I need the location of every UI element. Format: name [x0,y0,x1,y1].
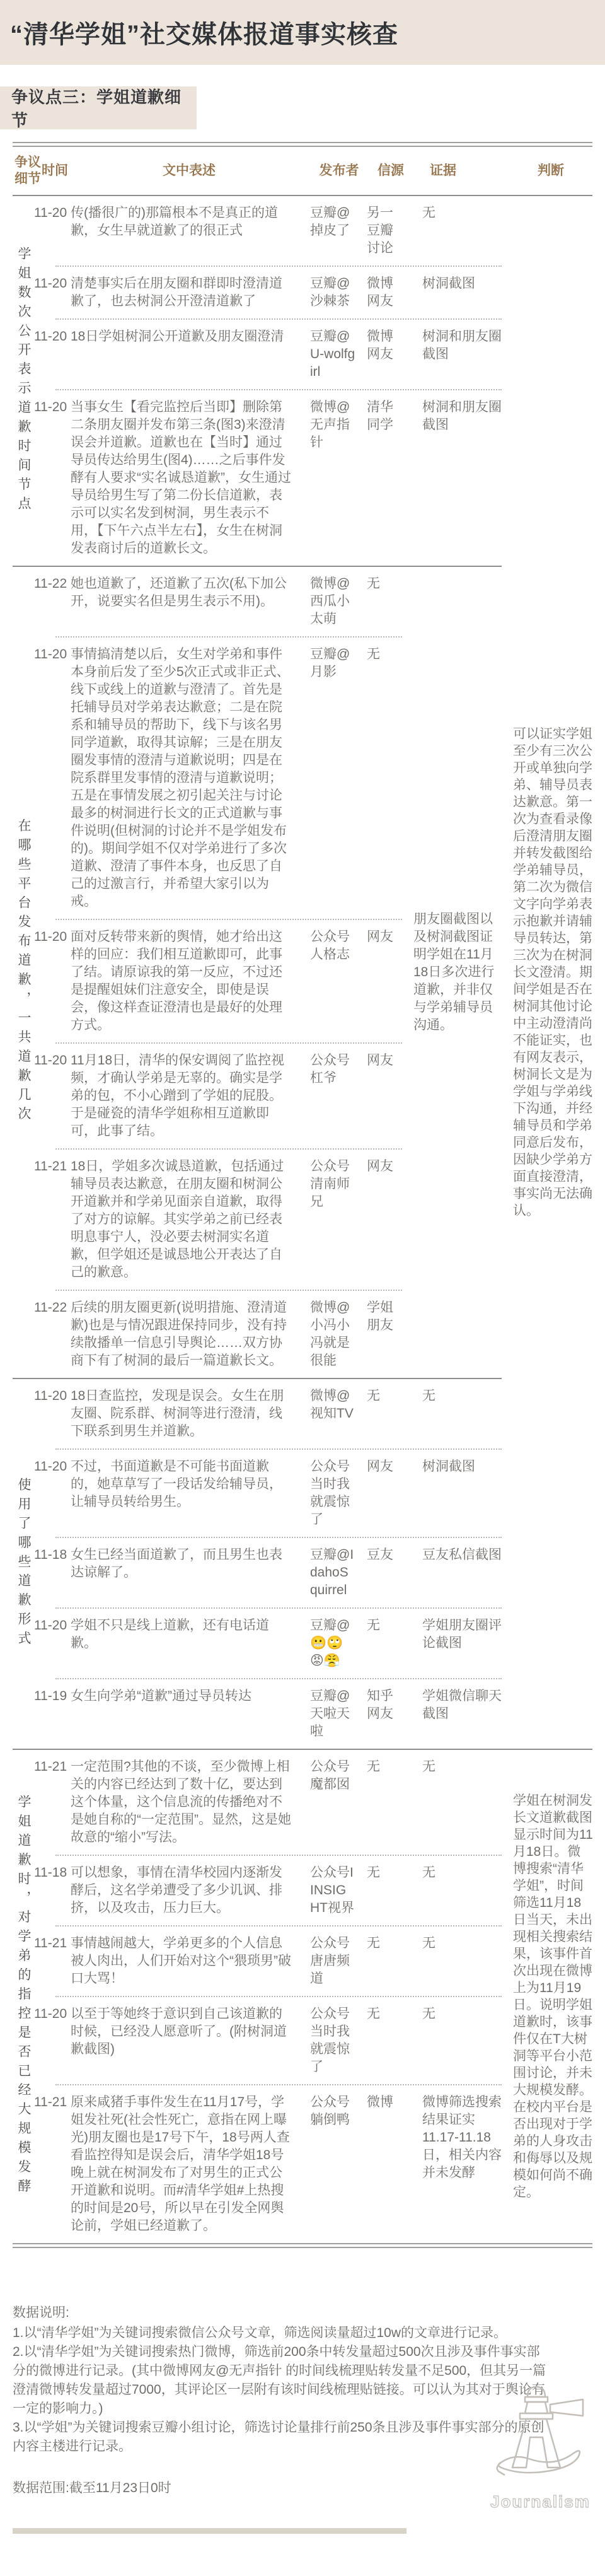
row-publisher: 公众号人格志 [310,930,350,962]
page-banner [0,0,605,65]
row-source: 无 [367,2007,380,2021]
group-label-cell [13,1379,34,1749]
row-statement: 原来咸猪手事件发生在11月17号，学姐发社死(社会性死亡，意指在网上曝光)朋友圈也是17号下午，18号两人查看监控得知是误会后，清华学姐18号晚上就在树洞发布了对男生的正式公开道歉和说明。而#清华学姐#上热搜的时间是20号，所以早在引发全网舆论前，学姐已经道歉了。 [71,2095,290,2233]
row-time: 11-20 [34,2007,67,2021]
group-label: 使用了哪些道歉形式 [16,1477,31,1651]
row-time: 11-18 [34,1865,67,1880]
group-label-cell [13,567,34,1378]
row-source: 微博网友 [367,329,393,361]
row-source: 微博 [367,2095,393,2109]
row-source: 无 [367,1618,380,1633]
row-statement: 学姐不只是线上道歉，还有电话道歉。 [71,1618,269,1650]
row-evidence [402,646,502,911]
table-row [34,1450,592,1537]
table-body [13,196,592,2243]
group-evidence: 朋友圈截图以及树洞截图证明学姐在11月18日多次进行道歉，并非仅与学弟辅导员沟通。 [413,912,495,1032]
row-source: 网友 [367,1459,393,1474]
row-evidence: 学姐微信聊天截图 [422,1689,502,1721]
lighthouse-icon [488,2379,592,2486]
row-time: 11-20 [34,647,67,661]
row-statement: 事情越闹越大，学弟更多的个人信息被人肉出，人们开始对这个“猥琐男”破口大骂！ [71,1936,291,1986]
row-statement: 女生已经当面道歉了，而且男生也表达谅解了。 [71,1547,282,1580]
row-time: 11-22 [34,576,67,591]
row-statement: 18日查监控，发现是误会。女生在朋友圈、院系群、树洞等进行澄清，线下联系到男生并道歉。 [71,1389,284,1438]
row-statement: 后续的朋友圈更新(说明措施、澄清道歉)也是与情况跟进保持同步，没有持续散播单一信息引导舆论……双方协商下有了树洞的最后一篇道歉长文。 [71,1300,287,1368]
row-evidence: 学姐朋友圈评论截图 [422,1618,502,1650]
row-publisher: 豆瓣@掉皮了 [310,206,350,238]
row-publisher: 公众号清南师兄 [310,1159,350,1209]
row-statement: 可以想象，事情在清华校园内逐渐发酵后，这名学弟遭受了多少讥讽、排挤，以及攻击，压力巨大。 [71,1865,282,1915]
row-time: 11-20 [34,1053,67,1068]
row-evidence: 无 [422,1759,435,1774]
header-judgment: 判断 [538,163,564,178]
table-row [34,320,592,389]
section-subtitle [0,86,197,129]
row-evidence: 无 [422,1936,435,1950]
row-publisher: 微博@小冯小冯就是很能 [310,1300,350,1368]
row-evidence [402,1158,502,1281]
row-time: 11-21 [34,1936,67,1950]
table-row [34,1997,592,2084]
row-source: 无 [367,647,380,661]
row-time: 11-20 [34,1459,67,1474]
table-top-rule [13,142,592,147]
table-row [34,1538,592,1607]
group-rows [34,1379,592,1749]
row-publisher: 豆瓣@天啦天啦 [310,1689,350,1739]
table-row [34,267,592,318]
table-row [34,1750,592,1855]
row-publisher: 公众号躺倒鸭 [310,2095,350,2127]
footer-bar [13,2528,406,2534]
table-row [34,1291,592,1378]
data-range: 数据范围:截至11月23日0时 [13,2481,171,2495]
row-publisher: 公众号杠爷 [310,1053,350,1085]
row-publisher: 公众号当时我就震惊了 [310,2007,350,2074]
page-title: “清华学姐”社交媒体报道事实核查 [10,21,398,49]
row-publisher: 豆瓣@月影 [310,647,350,679]
group-label: 在哪些平台发布道歉，一共道歉几次 [16,819,31,1126]
note-item: 2.以“清华学姐”为关键词搜索热门微博，筛选前200条中转发量超过500次且涉及事件事实部分的微博进行记录。(其中微博网友@无声指针 的时间线梳理贴转发量不足500，但其另一篇澄清微博转发量超过7000，其评论区一层附有该时间线梳理贴链接。可以认为其对于舆论有一定的影响力。) [13,2345,546,2416]
row-time: 11-20 [34,400,67,414]
row-source: 无 [367,1936,380,1950]
row-publisher: 豆瓣@😬🙄😡😤 [310,1618,350,1668]
row-source: 网友 [367,930,393,944]
group-label-cell [13,196,34,566]
table-group [13,1379,592,1749]
table-row [34,2085,592,2243]
row-source: 知乎网友 [367,1689,393,1721]
table-row [34,1379,592,1448]
row-statement: 传(播很广的)那篇根本不是真正的道歉，女生早就道歉了的很正式 [71,206,278,238]
table-row [34,1856,592,1925]
row-source: 另一豆瓣讨论 [367,206,393,255]
table-header [13,147,592,195]
table-bottom-rule [13,2243,592,2248]
row-statement: 不过，书面道歉是不可能书面道歉的，她草草写了一段话发给辅导员，让辅导员转给男生。 [71,1459,282,1509]
group-judgment: 可以证实学姐至少有三次公开或单独向学弟、辅导员表达歉意。第一次为查看录像后澄清朋友圈并转发截图给学弟辅导员，第二次为微信文字向学弟表示抱歉并请辅导员转达，第三次为在树洞长文澄清。期间学姐是否在树洞其他讨论中主动澄清尚不能证实，也有网友表示，树洞长文是为学姐与学弟线下沟通，并经辅导员和学弟同意后发布，因缺少学弟方面直接澄清，事实尚无法确认。 [513,726,592,1218]
data-notes [13,2304,592,2534]
table-row [34,1679,592,1749]
row-evidence [402,575,502,628]
row-source: 无 [367,576,380,591]
table-row [34,196,592,265]
row-publisher: 豆瓣@U-wolfgirl [310,329,355,379]
table-row [34,1044,592,1148]
row-evidence: 无 [422,2007,435,2021]
row-time: 11-20 [34,1618,67,1633]
section-subtitle-label: 争议点三：学姐道歉细节 [11,88,182,130]
table-row [34,567,592,636]
row-publisher: 豆瓣@沙棘茶 [310,276,350,308]
row-time: 11-21 [34,2095,67,2109]
row-publisher: 微博@西瓜小太萌 [310,576,350,626]
row-time: 11-20 [34,329,67,344]
row-time: 11-18 [34,1547,67,1562]
journalism-wordmark: Journalism [490,2492,591,2511]
row-time: 11-19 [34,1689,67,1703]
row-source: 无 [367,1865,380,1880]
row-time: 11-20 [34,1389,67,1403]
note-item: 1.以“清华学姐”为关键词搜索微信公众号文章，筛选阅读量超过10w的文章进行记录。 [13,2326,507,2340]
row-time: 11-21 [34,1759,67,1774]
row-publisher: 微博@无声指针 [310,400,350,450]
row-statement: 一定范围?其他的不谈，至少微博上相关的内容已经达到了数十亿，要达到这个体量，这个信息流的传播绝对不是她自称的“一定范围”。显然，这是她故意的“缩小”写法。 [71,1759,291,1845]
row-publisher: 公众号IINSIGHT视界 [310,1865,354,1915]
group-rows [34,196,592,566]
table-row [34,638,592,919]
notes-title: 数据说明: [13,2305,69,2320]
header-evidence: 证据 [430,163,456,178]
group-judgment: 学姐在树洞发长文道歉截图显示时间为11月18日。微博搜索“清华学姐”，时间筛选11月18日当天，未出现相关搜索结果，该事件首次出现在微博上为11月19日。说明学姐道歉时，该事件仅在T大树洞等平台小范围讨论，并未大规模发酵。在校内平台是否出现对于学弟的人身攻击和侮辱以及规模如何尚不确定。 [513,1793,593,2200]
table-row [34,1150,592,1290]
row-evidence [402,1299,502,1370]
row-publisher: 豆瓣@IdahoSquirrel [310,1547,354,1597]
row-source: 网友 [367,1159,393,1174]
row-publisher: 公众号唐唐频道 [310,1936,350,1986]
row-statement: 18日学姐树洞公开道歉及朋友圈澄清 [71,329,284,344]
row-time: 11-21 [34,1159,67,1174]
table-group [13,567,592,1378]
row-evidence: 豆友私信截图 [422,1547,502,1562]
row-source: 清华同学 [367,400,393,432]
header-source: 信源 [377,163,404,178]
row-publisher: 公众号当时我就震惊了 [310,1459,350,1527]
table-row [34,920,592,1042]
group-label-cell [13,1750,34,2243]
row-evidence: 无 [422,1865,435,1880]
row-publisher: 公众号魔都囡 [310,1759,350,1792]
table-group [13,196,592,566]
row-evidence: 无 [422,1389,435,1403]
row-time: 11-22 [34,1300,67,1315]
row-evidence: 树洞截图 [422,276,475,291]
row-statement: 11月18日，清华的保安调阅了监控视频，才确认学弟是无辜的。确实是学弟的包，不小心蹭到了学姐的屁股。于是碰瓷的清华学姐称相互道歉即可，此事了结。 [71,1053,285,1138]
row-evidence [402,1052,502,1140]
table-row [34,1926,592,1996]
row-evidence: 树洞和朋友圈截图 [422,400,502,432]
row-statement: 清楚事实后在朋友圈和群即时澄清道歉了，也去树洞公开澄清道歉了 [71,276,282,308]
group-rows [34,1750,592,2243]
row-time: 11-20 [34,206,67,220]
header-time: 时间 [42,163,68,178]
group-label: 学姐数次公开表示道歉时间节点 [16,246,31,516]
row-source: 网友 [367,1053,393,1068]
row-evidence: 树洞截图 [422,1459,475,1474]
table-row [34,390,592,566]
header-detail: 争议细节 [14,155,41,186]
table-row [34,1609,592,1678]
row-publisher: 微博@视知TV [310,1389,354,1421]
row-time: 11-20 [34,930,67,944]
row-source: 学姐朋友 [367,1300,393,1332]
row-statement: 18日，学姐多次诚恳道歉，包括通过辅导员表达歉意，在朋友圈和树洞公开道歉并和学弟见面亲自道歉，取得了对方的谅解。其实学弟之前已经表明息事宁人，没必要去树洞实名道歉，但学姐还是诚恳地公开表达了自己的歉意。 [71,1159,284,1279]
group-label: 学姐道歉时，对学弟的指控是否已经大规模发酵 [16,1795,31,2198]
row-evidence: 微博筛选搜索结果证实11.17-11.18日，相关内容并未发酵 [422,2095,502,2180]
note-item: 3.以“学姐”为关键词搜索豆瓣小组讨论，筛选讨论量排行前250条且涉及事件事实部分的原创内容主楼进行记录。 [13,2420,544,2454]
row-source: 豆友 [367,1547,393,1562]
header-publisher: 发布者 [319,163,359,178]
row-statement: 以至于等她终于意识到自己该道歉的时候，已经没人愿意听了。(附树洞道歉截图) [71,2007,287,2056]
row-statement: 事情搞清楚以后，女生对学弟和事件本身前后发了至少5次正式或非正式、线下或线上的道歉与澄清了。首先是托辅导员对学弟表达歉意；二是在院系和辅导员的帮助下，线下与该名男同学道歉，取得其谅解；三是在朋友圈发事情的澄清与道歉说明；四是在院系群里发事情的澄清与道歉说明；五是在事情发展之初引起关注与讨论最多的树洞进行长文的正式道歉与事件说明(但树洞的讨论并不是学姐发布的)。期间学姐不仅对学弟进行了多次道歉、澄清了事件本身，也反思了自己的过激言行，并希望大家引以为戒。 [71,647,290,909]
journalism-logo [488,2379,592,2511]
row-statement: 面对反转带来新的舆情，她才给出这样的回应：我们相互道歉即可，此事了结。请原谅我的第一反应，不过还是提醒姐妹们注意安全，即使是误会，像这样查证澄清也是最好的处理方式。 [71,930,282,1032]
row-source: 微博网友 [367,276,393,308]
row-source: 无 [367,1389,380,1403]
header-statement: 文中表述 [163,163,216,178]
row-time: 11-20 [34,276,67,291]
row-source: 无 [367,1759,380,1774]
row-statement: 当事女生【看完监控后当即】删除第二条朋友圈并发布第三条(图3)来澄清误会并道歉。道歉也在【当时】通过导员传达给男生(图4)……之后事件发酵有人要求“实名诚恳道歉”，女生通过导员给男生写了第二份长信道歉，表示可以实名发到树洞，男生表示不用，【下午六点半左右】，女生在树洞发表商讨后的道歉长文。 [71,400,291,556]
table-group [13,1750,592,2243]
group-rows [34,567,592,1378]
row-statement: 女生向学弟“道歉”通过导员转达 [71,1689,251,1703]
row-evidence: 无 [422,206,435,220]
row-statement: 她也道歉了，还道歉了五次(私下加公开，说要实名但是男生表示不用)。 [71,576,287,609]
row-evidence: 树洞和朋友圈截图 [422,329,502,361]
fact-check-table [13,142,592,2248]
